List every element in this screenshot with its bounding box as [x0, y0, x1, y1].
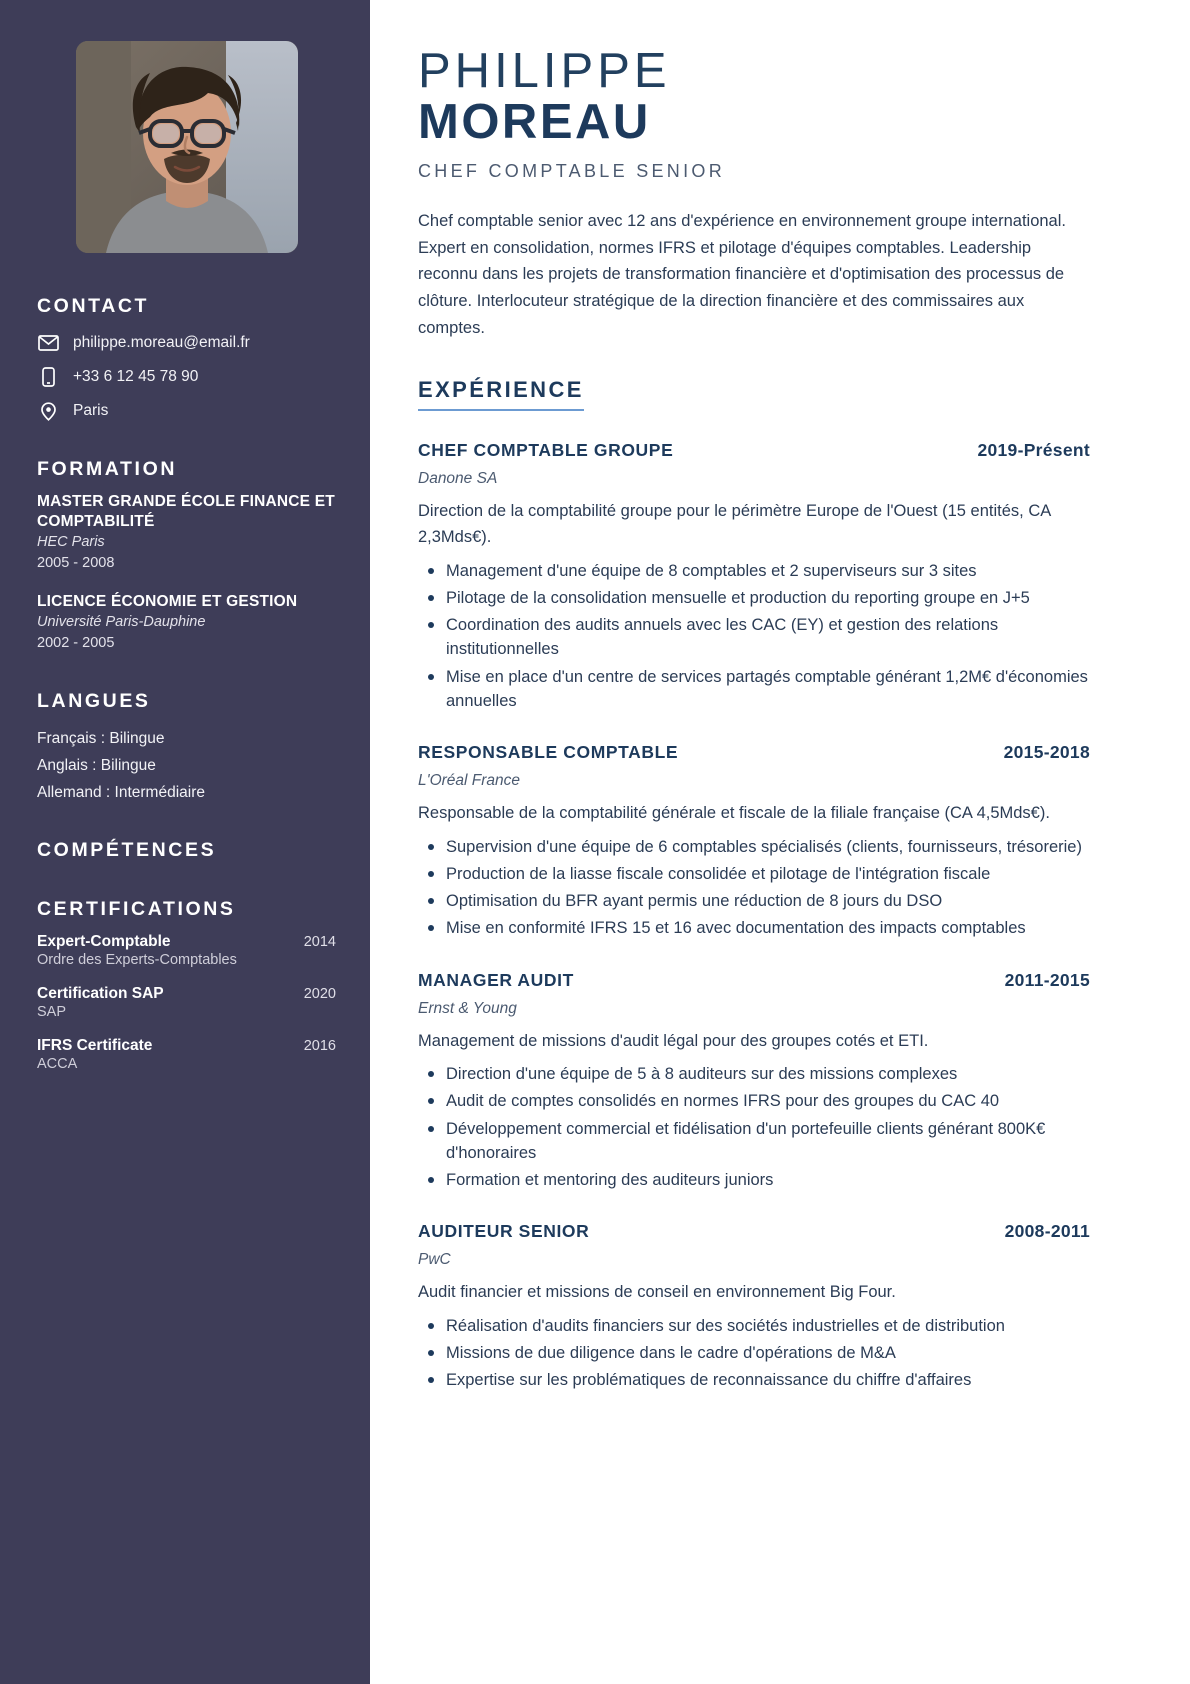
language-item: Anglais : Bilingue: [37, 757, 156, 775]
contact-heading: CONTACT: [37, 295, 150, 317]
profile-photo: [76, 41, 298, 253]
experience-description: Management de missions d'audit légal pour des groupes cotés et ETI.: [418, 1031, 929, 1050]
language-item: Français : Bilingue: [37, 730, 165, 748]
experience-bullet: Formation et mentoring des auditeurs juniors: [418, 1168, 1090, 1192]
job-title: CHEF COMPTABLE SENIOR: [418, 160, 725, 181]
experience-role: MANAGER AUDIT: [418, 969, 574, 990]
experience-description: Responsable de la comptabilité générale et fiscale de la filiale française (CA 4,5Mds€).: [418, 804, 1050, 823]
experience-entry: [418, 1221, 1090, 1392]
certification-year: 2020: [303, 986, 336, 1003]
experience-bullet: Expertise sur les problématiques de reconnaissance du chiffre d'affaires: [418, 1368, 1090, 1392]
contact-phone[interactable]: [37, 366, 336, 388]
experience-company: PwC: [418, 1251, 451, 1269]
certification-item: [37, 985, 336, 1020]
education-school: HEC Paris: [37, 534, 105, 551]
experience-date: 2019-Présent: [977, 440, 1090, 461]
experience-bullet: Supervision d'une équipe de 6 comptables spécialisés (clients, fournisseurs, trésorerie): [418, 835, 1090, 859]
certification-org: Ordre des Experts-Comptables: [37, 952, 237, 969]
experience-company: Danone SA: [418, 470, 498, 488]
certification-name: Certification SAP: [37, 985, 164, 1003]
experience-role: AUDITEUR SENIOR: [418, 1221, 590, 1242]
formation-heading: FORMATION: [37, 458, 178, 480]
experience-date: 2008-2011: [1004, 1221, 1090, 1242]
main-column: [370, 0, 1190, 1684]
langues-heading: LANGUES: [37, 690, 151, 713]
experience-company: L'Oréal France: [418, 772, 521, 790]
experience-bullet: Missions de due diligence dans le cadre d'opérations de M&A: [418, 1341, 1090, 1365]
experience-role: RESPONSABLE COMPTABLE: [418, 742, 679, 763]
experience-date: 2015-2018: [1003, 742, 1090, 763]
professional-summary: Chef comptable senior avec 12 ans d'expérience en environnement groupe international. Expert en consolidation, normes IFRS et pilotage d'équipes comptables. Leadership reconnu dans les projets de transformation financière et d'optimisation des processus de clôture. Interlocuteur stratégique de la direction financière et des commissaires aux comptes.: [418, 211, 1066, 337]
experience-description: Direction de la comptabilité groupe pour le périmètre Europe de l'Ouest (15 entités, CA 2,3Mds€).: [418, 502, 1051, 546]
certification-item: [37, 933, 336, 968]
experience-bullet: Réalisation d'audits financiers sur des sociétés industrielles et de distribution: [418, 1314, 1090, 1338]
phone-icon: [37, 366, 59, 388]
certification-org: ACCA: [37, 1056, 78, 1073]
envelope-icon: [37, 332, 59, 354]
certification-name: Expert-Comptable: [37, 933, 171, 951]
sidebar: [0, 0, 370, 1684]
experience-bullet: Mise en place d'un centre de services partagés comptable générant 1,2M€ d'économies annuelles: [418, 665, 1090, 714]
experience-bullet: Coordination des audits annuels avec les CAC (EY) et gestion des relations institutionnelles: [418, 613, 1090, 662]
last-name: MOREAU: [418, 94, 651, 149]
education-degree: MASTER GRANDE ÉCOLE FINANCE ET COMPTABILITÉ: [37, 493, 335, 531]
experience-entry: [418, 970, 1090, 1193]
experience-bullets: [418, 559, 1090, 714]
certification-name: IFRS Certificate: [37, 1037, 153, 1055]
certification-org: SAP: [37, 1004, 67, 1021]
experience-bullet: Audit de comptes consolidés en normes IFRS pour des groupes du CAC 40: [418, 1089, 1090, 1113]
experience-date: 2011-2015: [1004, 969, 1090, 990]
experience-bullet: Optimisation du BFR ayant permis une réduction de 8 jours du DSO: [418, 889, 1090, 913]
experience-company: Ernst & Young: [418, 999, 517, 1017]
experience-bullet: Production de la liasse fiscale consolidée et pilotage de l'intégration fiscale: [418, 862, 1090, 886]
contact-location-value: Paris: [73, 402, 109, 419]
education-years: 2002 - 2005: [37, 635, 115, 652]
experience-bullets: [418, 1314, 1090, 1393]
language-item: Allemand : Intermédiaire: [37, 783, 205, 801]
experience-role: CHEF COMPTABLE GROUPE: [418, 440, 674, 461]
experience-bullets: [418, 1062, 1090, 1192]
experience-description: Audit financier et missions de conseil en environnement Big Four.: [418, 1283, 896, 1302]
education-degree: LICENCE ÉCONOMIE ET GESTION: [37, 593, 298, 611]
location-pin-icon: [37, 400, 59, 422]
experience-bullets: [418, 835, 1090, 941]
contact-email[interactable]: [37, 332, 336, 354]
certification-item: [37, 1037, 336, 1072]
certification-year: 2016: [303, 1038, 336, 1055]
certification-year: 2014: [303, 934, 336, 951]
competences-heading: COMPÉTENCES: [37, 839, 217, 862]
education-item: [37, 492, 336, 574]
contact-location[interactable]: [37, 400, 336, 422]
experience-bullet: Mise en conformité IFRS 15 et 16 avec documentation des impacts comptables: [418, 916, 1090, 940]
education-school: Université Paris-Dauphine: [37, 614, 206, 631]
education-years: 2005 - 2008: [37, 555, 115, 572]
experience-bullet: Management d'une équipe de 8 comptables et 2 superviseurs sur 3 sites: [418, 559, 1090, 583]
experience-entry: [418, 440, 1090, 713]
experience-bullet: Direction d'une équipe de 5 à 8 auditeurs sur des missions complexes: [418, 1062, 1090, 1086]
experience-bullet: Développement commercial et fidélisation d'un portefeuille clients générant 800K€ d'honoraires: [418, 1117, 1090, 1166]
contact-email-value: philippe.moreau@email.fr: [73, 334, 250, 351]
experience-heading: EXPÉRIENCE: [418, 377, 584, 411]
experience-entry: [418, 742, 1090, 941]
first-name: PHILIPPE: [418, 44, 671, 98]
contact-phone-value: +33 6 12 45 78 90: [73, 368, 199, 385]
certifications-heading: CERTIFICATIONS: [37, 898, 236, 921]
education-item: [37, 592, 336, 654]
experience-bullet: Pilotage de la consolidation mensuelle et production du reporting groupe en J+5: [418, 586, 1090, 610]
